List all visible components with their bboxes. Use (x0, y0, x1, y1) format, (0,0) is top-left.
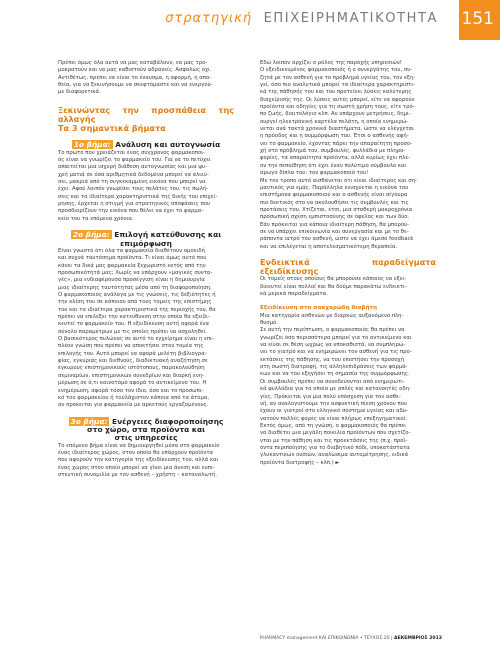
text-line: θυσμό. (260, 320, 278, 327)
step2-title-1: Επιλογή κατεύθυνσης και (114, 230, 222, 240)
text-line: να είναι σε θέση ωχρώς να υποκαθιστά, να συμπληρώ- (260, 342, 406, 349)
text-line: προϊόντα και οδηγίες για τη σωστή χρήση τους, είτε τρό- (260, 104, 415, 111)
text-line: σει, μακριά από τη συγκεκαμμένη εικόνα που μπορεί να (58, 179, 206, 186)
text-line: δικευτεί είναι πολλοί και θα δούμε παρακάτω ενδεικτι- (260, 283, 407, 290)
text-line: Το επόμενο βήμα είναι να δημιουργηθεί μέσα στο φαρμακείο (58, 442, 220, 449)
diabetes-subheading: Εξειδίκευση στο σακχαρώδη διαβήτη (260, 305, 377, 312)
text-line: Αντιθέτως, πρέπει να είναι το έναυσμα, η αφορμή, η απο- (58, 74, 212, 81)
text-line: σεις και τα ιδιαίτερα χαρακτηριστικά της δικής του επιχεί- (58, 193, 218, 200)
text-line: στευτική συνομιλία με τον ασθενή – χρήστη – καταναλωτή. (58, 472, 218, 479)
page-header (0, 0, 500, 40)
text-line: αν προκειται για φαρμακεία με αρκετούς εργαζομένους. (58, 402, 209, 409)
text-line: έχουν οι γιατροί στο ελληνικό σύστημα υγείας και αδυ- (260, 408, 408, 415)
text-line: προσωπικότητά μας; Χωρίς να υπάρχουν «μαγικές συντα- (58, 270, 213, 277)
text-line: μιας ιδιαίτερης ταυτότητας μέσα από τη διαφοροποίηση. (58, 284, 212, 291)
text-line: Οι συμβουλές πρέπει να συνοδεύονται από ενημερωτι- (260, 378, 405, 385)
text-line: γές», μια ενδιαφέρουσα προσέγγιση είναι η δημιουργία (58, 277, 205, 284)
text-line: ένας χώρος στον οποίο μπορεί να γίνει μια άνεση και ευπι- (58, 464, 215, 471)
text-line: Είναι γνωστό ότι όλα τα φαρμακεία διαθέτουν ομοειδή (58, 247, 205, 254)
step2-title-2: επιμόρφωση (120, 238, 172, 248)
text-line: μέρωση σε ό,τι καινοτόμο αφορά το αντικείμενο του. Η (58, 380, 207, 387)
text-line: κάνει τα δικά μας φαρμακεία ξεχωριστό εκτός από την (58, 262, 206, 269)
text-line: γλυκαντικών ουσιών, αναλώσιμα αυτομέτρησης, ειδικά (260, 452, 409, 459)
text-line: Μια κατηγορία ασθενών με διαρκώς αυξανόμενο πλη- (260, 312, 404, 319)
step3-badge: 3ο βήμα: (70, 416, 108, 426)
text-line: απαιτείται μια ισχυρή διάθεση αυτογνωσίας και μια ψυ- (58, 164, 207, 171)
text-line: μαντικός για εμάς. Παράλληλα ενισχύεται η εικόνα του (260, 184, 409, 191)
text-line: κά φυλλάδια για τα οποία με απλές και κατανοητές οδη- (260, 386, 411, 393)
text-line: πλέον γνώση που πρέπει να αποκτήσει στον τομέα της (58, 343, 204, 350)
text-line: να διαθέτει μια μεγάλη ποικιλία προϊόντων που σχετίζο- (260, 430, 411, 437)
page-number: 151 (461, 9, 494, 29)
text-line: χρή ματιά σε όσα αριθμητικά δεδομένα μπορεί να αλιεύ- (58, 171, 209, 178)
text-line: νή, αν αναλογιστούμε την ασφυκτική πίεση χρόνου που (260, 400, 408, 407)
text-line: ός είναι να γνωρίζει το φαρμακείο του. Για να το πετύχει (58, 157, 211, 164)
text-line: προτάσεις του. Χτίζεται, έτσι, μια σταθερή μακροχρόνια (260, 206, 413, 213)
text-line: πρέπει να επιλέξει την κατεύθυνση στην οποία θα εξειδι- (58, 314, 210, 321)
text-line: επιλογής του. Αυτό μπορεί να αφορά μελέτη βιβλιογρα- (58, 350, 207, 357)
text-line: ον την πεποίθηση ότι έχει έναν πολύτιμο σύμβουλο και (260, 162, 407, 169)
text-line: στη σωστή διατροφή, τις αλληλεπιδράσεις των φαρμά- (260, 364, 408, 371)
step2-body (58, 248, 234, 410)
main-heading-line1: Ξεκινώντας την προσπάθεια της αλλαγής (58, 104, 234, 124)
text-line: νται με την πάθηση και τις προεκτάσεις της (π.χ. προϊ- (260, 437, 408, 444)
right-intro (260, 60, 436, 251)
text-line: μοκρατούν και να μας καθιστούν αδρανείς. Ασφαλώς όχι. (58, 67, 212, 74)
text-line: Το πρώτο που χρειάζεται ένας σύγχρονος φαρμακοποι- (58, 149, 205, 156)
magazine-name: PHARMACY management ΚΑΙ ΕΠΙΚΟΙΝΩΝΙΑ (259, 636, 359, 641)
text-line: Με τον τρόπο αυτό αισθάνεται ότι είναι ιδιαίτερος και ση- (260, 177, 417, 184)
text-line: κό του φαρμακείου ή τουλάχιστον κάποια από τα άτομα, (58, 394, 210, 401)
text-line: και συχνά ταυτόσημα προϊόντα. Τι είναι όμως αυτό που (58, 255, 207, 262)
text-line: κά της πάθησής του και του προτείνει λύσεις καλύτερης (260, 89, 412, 96)
text-line: Ο εξειδικευμένος φαρμακοποιός ή ο συνεργάτης του, συ- (260, 67, 413, 74)
text-line: θεία, για να ξεκινήσουμε να σκεφτόμαστε και να ενεργού- (58, 82, 213, 89)
text-line: προσδιορίζουν την εικόνα που θέλει να έχει το φαρμα- (58, 208, 204, 215)
issue-number: • ΤΕΥΧΟΣ 20 | (359, 636, 393, 641)
text-line: νει το φαρμακείο, έχοντας πάρει την απαραίτητη προσο- (260, 140, 413, 147)
section-main-word: ΕΠΙΧΕΙΡΗΜΑΤΙΚΟΤΗΤΑ (263, 11, 438, 26)
text-line: νεται ανά τακτά χρονικά διαστήματα, ώστε να ελέγχεται (260, 126, 414, 133)
text-line: σεμιναρίων, επιστημονικών συνεδρίων και διαρκή ενη- (58, 372, 205, 379)
text-line: έγκυρους επιστημονικούς ιστότοπους, παρακολούθηση (58, 365, 205, 372)
step1-badge: 1ο βήμα: (73, 140, 111, 150)
text-line: Πρέπει όμως όλα αυτά να μας καταβάλουν, να μας τρο- (58, 60, 208, 66)
text-line: ρησης, έρχεται η στιγμή για στρατηγικές αποφάσεις που (58, 201, 211, 208)
examples-heading: Ενδεικτικά παραδείγματα εξειδίκευσης (260, 256, 436, 277)
step1-body (58, 150, 234, 223)
step3-title-2: στο χώρο, στα προϊόντα και (87, 424, 205, 434)
text-line: που αφορούν την κατηγορία της εξειδίκευσης του, αλλά και (58, 457, 219, 464)
text-line: Ο φαρμακοποιός ανάλογα με τις γνώσεις, τις δεξιότητες ή (58, 292, 216, 299)
text-line: Εάν πρόκειται για κάποια ιδιαίτερη πάθηση, θα μπορού- (260, 221, 410, 228)
text-line: Σε αυτή την περίπτωση, ο φαρμακοποιός θα πρέπει να (260, 327, 405, 334)
text-line: νει το γιατρό και να ενημερώνει τον ασθενή για τις προ- (260, 349, 412, 356)
step3-title-3: στις υπηρεσίες (114, 433, 178, 443)
text-line: με διαφορετικά. (58, 89, 101, 96)
main-heading-line2: Τα 3 σημαντικά βήματα (58, 123, 166, 134)
text-line: του και τα ιδιαίτερα χαρακτηριστικά της περιοχής του, θα (58, 306, 216, 313)
text-line: ενημέρωση, αφορά τόσο τον ίδιο, όσο και το προσωπι- (58, 387, 204, 394)
text-line: ζητά με τον ασθενή για το πρόβλημά υγείας του, τον εξη- (260, 74, 416, 81)
text-line: κων και να του εξηγήσει τη σημασία της συμμόρφωσης. (260, 371, 410, 378)
step3-body (58, 443, 234, 480)
text-line: αρωγό δίπλα του: τον φαρμακοποιό του! (260, 170, 369, 177)
text-line: ένας ιδιαίτερος χώρος, στον οποίο θα υπάρχουν προϊόντα (58, 450, 214, 457)
left-intro (58, 60, 234, 97)
text-line: νατούν πολλές φορές να είναι πλήρως επεξηγηματικοί. (260, 415, 408, 422)
text-line: Εκτός όμως, από τη γνώση, ο φαρμακοποιός θα πρέπει (260, 422, 407, 429)
text-line: διαχείρισής της. Οι λύσεις αυτές μπορεί, είτε να αφορούν (260, 96, 415, 103)
page-number-box (459, 0, 500, 40)
examples-intro (260, 276, 436, 298)
diabetes-body (260, 313, 436, 467)
text-line: πο ζωής, διαιτολόγιο κλπ. Αν υπάρχουν μετρήσεις, δημι- (260, 111, 411, 118)
text-line: κευτεί το φαρμακείο του. Η εξειδίκευση αυτή αφορά ένα (58, 321, 209, 328)
issue-date: ΔΕΚΕΜΒΡΙΟΣ 2013 (394, 636, 442, 641)
step1-heading (58, 141, 234, 149)
text-line: την κλίση του σε κάποιον από τους τομείς της επιστήμης (58, 299, 212, 306)
text-line: σύνολο παραμέτρων με τις οποίες πρέπει να ασχοληθεί. (58, 328, 208, 335)
section-title (165, 11, 438, 26)
section-light-word: στρατηγική (165, 11, 253, 26)
left-column (58, 60, 234, 479)
text-line: γνωρίζει όσο περισσότερα μπορεί για το αντικείμενο και (260, 334, 412, 341)
step1-title: Ανάλυση και αυτογνωσία (115, 140, 221, 150)
text-line: η πρόοδος και η συμμόρφωση του. Έτσι ο ασθενής αφή- (260, 133, 409, 140)
text-line: πιο δεκτικός στο να ακολουθήσει τις συμβουλές και τις (260, 199, 409, 206)
text-line: χή στο πρόβλημά του, συμβουλές, φυλλάδια με πληρο- (260, 148, 406, 155)
text-line: Εδώ λοιπόν αρχίζει ο ρόλος της παροχής υπηρεσιών! (260, 60, 402, 66)
text-line: κά μερικά παραδείγματα. (260, 291, 328, 298)
text-line: γίες. Πρόκειται για μια πολύ υπόσχεση για τον ασθε- (260, 393, 401, 400)
text-line: Ο βασικότερος πυλώνας σε αυτό το εγχείρημα είναι η επι- (58, 336, 214, 343)
text-line: φορίες, τα απαραίτητα προϊόντα, αλλά κυρίως έχει πλέ- (260, 155, 411, 162)
step3-title-1: Ενέργειες διαφοροποίησης (112, 416, 224, 426)
text-line: επιστήμονα φαρμακοποιού και ο ασθενής είναι σίγουρα (260, 192, 408, 199)
page-footer (260, 636, 442, 641)
text-line: σε να υπάρχει επικοινωνία και συνεργασία και με το θε- (260, 228, 409, 235)
right-column (260, 60, 436, 467)
text-line: προσωπική σχέση εμπιστοσύνης σε όφελος και των δύο. (260, 214, 410, 221)
text-line: Οι τομείς στους οποίους θα μπορούσε κάποιος να εξει- (260, 276, 407, 283)
text-line: γεί, όσο πιο αναλυτικά μπορεί τα ιδιαίτερα χαρακτηριστι- (260, 82, 416, 89)
text-line: κείο του τα επόμενα χρόνια. (58, 215, 134, 222)
text-line: ουργεί ηλεκτρονική καρτέλα πελάτη, η οποία ενημερώ- (260, 118, 409, 125)
step2-badge: 2ο βήμα: (72, 230, 110, 240)
text-line: όντα περιποίησης για το διαβητικό πόδι, υποκατάστατα (260, 444, 410, 451)
text-line: και να επιλέγεται η αποτελεσματικότερη θεραπεία. (260, 243, 398, 250)
text-line: φίας, εγκύριας και διεθνούς, διαδικτυακή αναζήτηση σε (58, 358, 208, 365)
text-line: προϊόντα διατροφής – κλπ.) ► (260, 459, 340, 466)
text-line: έχει. Αφού λοιπόν γνωρίσει τους πελάτες του, τις πωλή- (58, 186, 209, 193)
text-line: ράποντα ιατρό του ασθενή, ώστε να έχει άμεσο feedback (260, 236, 414, 243)
text-line: εκτάσεις της πάθησης, να του επιστήσει την προσοχή (260, 356, 405, 363)
